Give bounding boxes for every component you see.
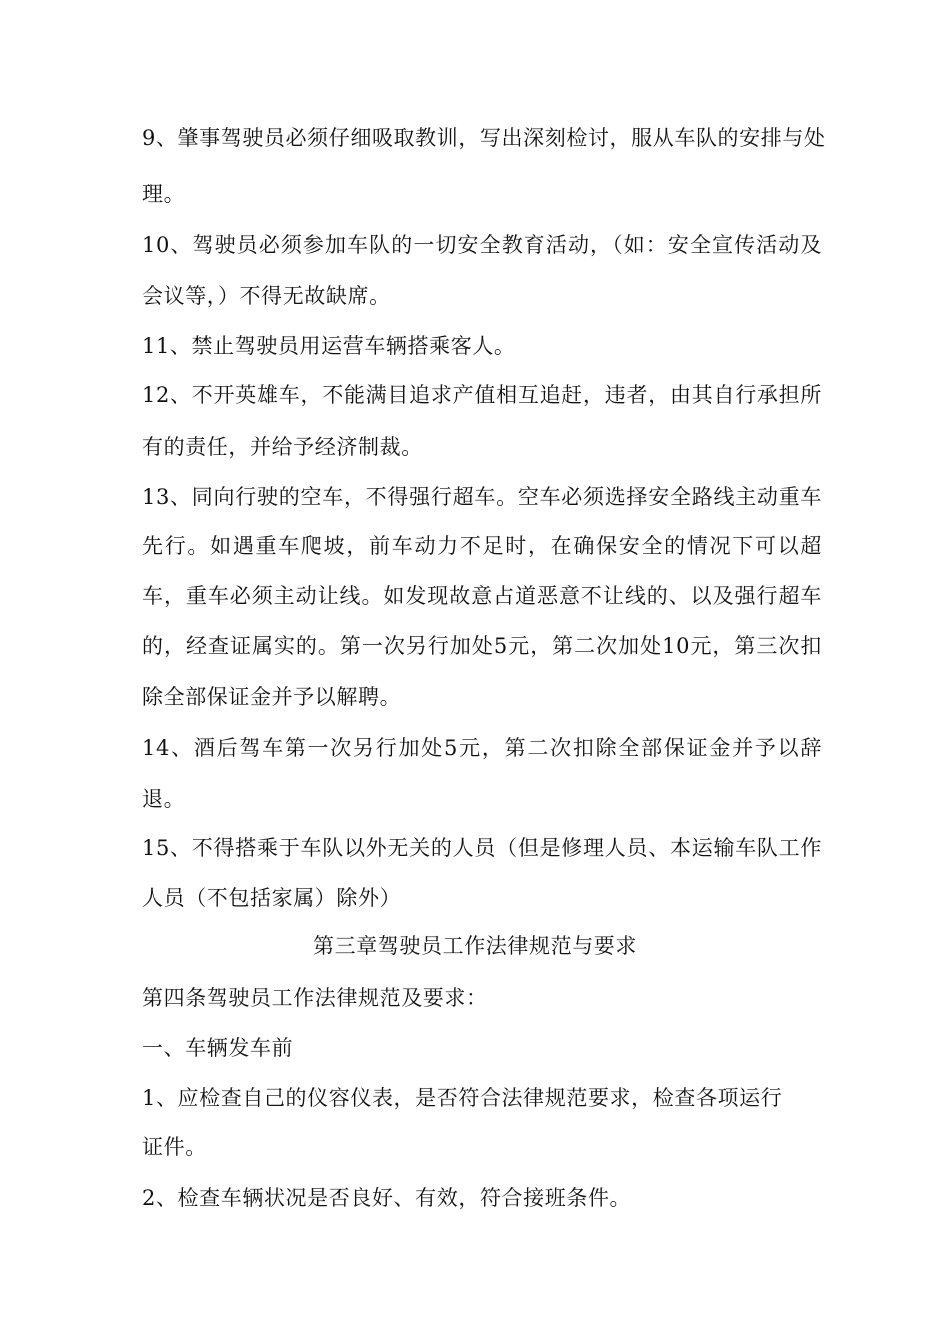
rule-11-line: 11、禁止驾驶员用运营车辆搭乘客人。 (142, 334, 516, 358)
rule-13-line-2: 先行。如遇重车爬坡，前车动力不足时，在确保安全的情况下可以超 (142, 534, 822, 558)
item-1-line-1: 1、应检查自己的仪容仪表，是否符合法律规范要求，检查各项运行 (142, 1086, 783, 1110)
rule-13-line-4: 的，经查证属实的。第一次另行加处5元，第二次加处10元，第三次扣 (142, 634, 822, 658)
rule-13-line-1: 13、同向行驶的空车，不得强行超车。空车必须选择安全路线主动重车 (142, 485, 822, 509)
article-4-heading: 第四条驾驶员工作法律规范及要求： (142, 986, 488, 1010)
rule-12-line-2: 有的责任，并给予经济制裁。 (142, 435, 423, 459)
rule-9-line-2: 理。 (142, 182, 186, 206)
item-2-line: 2、检查车辆状况是否良好、有效，符合接班条件。 (142, 1186, 632, 1210)
rule-15-line-1: 15、不得搭乘于车队以外无关的人员（但是修理人员、本运输车队工作 (142, 836, 822, 860)
item-1-line-2: 证件。 (142, 1135, 207, 1159)
rule-10-line-1: 10、驾驶员必须参加车队的一切安全教育活动，（如：安全宣传活动及 (142, 233, 822, 257)
rule-9-line-1: 9、肇事驾驶员必须仔细吸取教训，写出深刻检讨，服从车队的安排与处 (142, 126, 826, 150)
rule-15-line-2: 人员（不包括家属）除外） (142, 886, 402, 910)
rule-13-line-3: 车，重车必须主动让线。如发现故意占道恶意不让线的、以及强行超车 (142, 584, 822, 608)
section-heading-before-departure: 一、车辆发车前 (142, 1036, 294, 1060)
rule-10-line-2: 会议等，）不得无故缺席。 (142, 284, 391, 308)
rule-13-line-5: 除全部保证金并予以解聘。 (142, 685, 402, 709)
rule-14-line-1: 14、酒后驾车第一次另行加处5元，第二次扣除全部保证金并予以辞 (142, 736, 822, 760)
rule-14-line-2: 退。 (142, 787, 186, 811)
chapter-heading: 第三章驾驶员工作法律规范与要求 (313, 934, 637, 958)
rule-12-line-1: 12、不开英雄车，不能满目追求产值相互追赶，违者，由其自行承担所 (142, 383, 822, 407)
